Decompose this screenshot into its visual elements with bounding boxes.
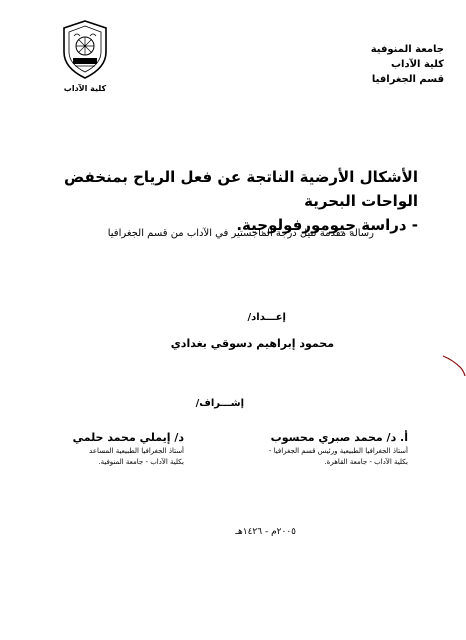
- submission-date: ٢٠٠٥م - ١٤٢٦هـ: [235, 527, 296, 537]
- thesis-title-line-1: الأشكال الأرضية الناتجة عن فعل الرياح بمنخفض الواحات البحرية: [64, 168, 418, 210]
- university-name: جامعة المنوفية: [370, 44, 444, 55]
- logo-caption: كلية الآداب: [63, 84, 107, 93]
- prepared-by-label: إعـــداد/: [247, 312, 286, 323]
- supervisor-2-dept: بكلية الآداب - جامعة المنوفية.: [98, 458, 184, 466]
- supervisor-1-dept: بكلية الآداب - جامعة القاهرة.: [324, 458, 408, 466]
- faculty-name: كلية الآداب: [390, 59, 444, 70]
- thesis-title: [38, 165, 418, 237]
- supervisor-2-name: د/ إيملي محمد حلمي: [72, 431, 184, 444]
- supervisor-1: [248, 430, 408, 468]
- supervisor-1-title: أستاذ الجغرافيا الطبيعية ورئيس قسم الجغرافيا -: [268, 447, 408, 455]
- margin-mark-icon: [441, 338, 466, 378]
- thesis-subtitle: رسالة مقدمة لنيل درجة الماجستير في الآداب من قسم الجغرافيا: [107, 228, 374, 239]
- university-seal-icon: [59, 18, 111, 82]
- university-header: [334, 42, 444, 87]
- supervisor-1-name: أ. د/ محمد صبري محسوب: [270, 431, 408, 444]
- university-logo: [55, 18, 115, 98]
- department-name: قسم الجغرافيا: [371, 74, 444, 85]
- supervision-label: إشـــراف/: [195, 398, 244, 409]
- supervisor-2-title: أستاذ الجغرافيا الطبيعية المساعد: [89, 447, 184, 455]
- supervisor-2: [44, 430, 184, 468]
- author-name: محمود إبراهيم دسوقي بغدادي: [170, 337, 334, 350]
- thesis-title-line-2: - دراسة جيومورفولوجية.: [236, 216, 418, 234]
